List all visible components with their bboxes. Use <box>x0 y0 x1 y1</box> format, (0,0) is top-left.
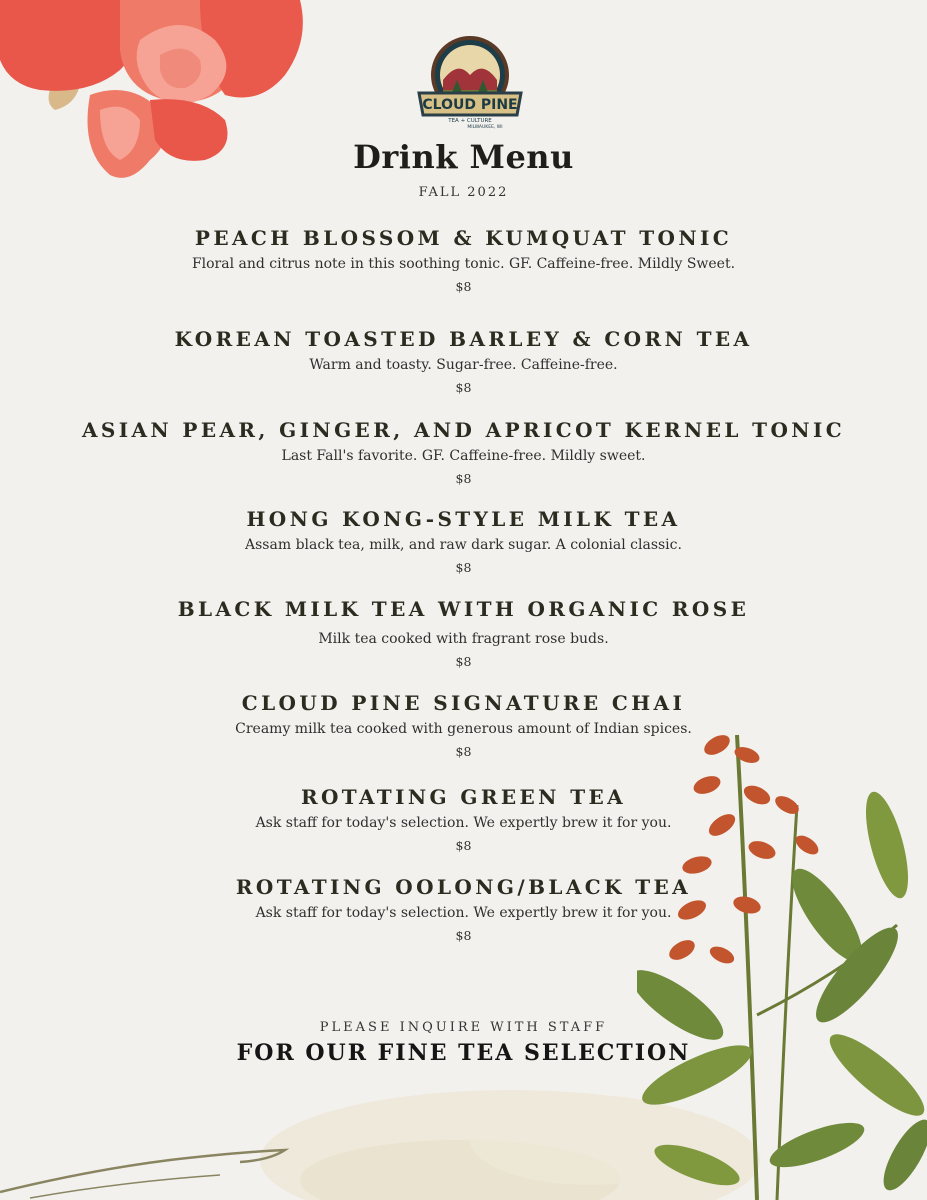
item-description: Milk tea cooked with fragrant rose buds. <box>318 631 609 647</box>
item-price: $8 <box>455 279 472 294</box>
item-name: CLOUD PINE SIGNATURE CHAI <box>241 691 686 715</box>
item-description: Floral and citrus note in this soothing tonic. GF. Caffeine-free. Mildly Sweet. <box>191 256 736 272</box>
menu-item <box>0 596 927 670</box>
item-price: $8 <box>455 838 472 853</box>
season-label: FALL 2022 <box>418 185 509 200</box>
item-description: Creamy milk tea cooked with generous amount of Indian spices. <box>235 721 692 737</box>
svg-text:MILWAUKEE, WI: MILWAUKEE, WI <box>467 125 503 130</box>
page-title: Drink Menu <box>353 138 574 176</box>
item-name: BLACK MILK TEA WITH ORGANIC ROSE <box>177 597 750 621</box>
item-price: $8 <box>455 380 472 395</box>
item-description: Assam black tea, milk, and raw dark sugar. A colonial classic. <box>245 537 682 553</box>
cloud-pine-logo <box>413 35 527 131</box>
item-name: KOREAN TOASTED BARLEY & CORN TEA <box>174 327 753 351</box>
item-price: $8 <box>455 560 472 575</box>
menu-item <box>0 225 927 295</box>
menu-item <box>0 874 927 944</box>
item-name: HONG KONG-STYLE MILK TEA <box>246 507 681 531</box>
footer-callout: FOR OUR FINE TEA SELECTION <box>236 1040 691 1066</box>
footer-note: PLEASE INQUIRE WITH STAFF <box>319 1020 608 1035</box>
menu-item <box>0 690 927 760</box>
menu-item <box>0 784 927 854</box>
item-description: Ask staff for today's selection. We expertly brew it for you. <box>255 815 672 831</box>
menu-item <box>0 506 927 576</box>
item-price: $8 <box>455 928 472 943</box>
item-description: Ask staff for today's selection. We expertly brew it for you. <box>255 905 672 921</box>
swirl-ornament <box>0 1130 300 1200</box>
item-price: $8 <box>455 744 472 759</box>
menu-item <box>0 417 927 487</box>
item-price: $8 <box>455 471 472 486</box>
svg-text:CLOUD PINE: CLOUD PINE <box>422 97 518 113</box>
svg-text:TEA + CULTURE: TEA + CULTURE <box>448 118 492 124</box>
item-name: ROTATING GREEN TEA <box>300 785 627 809</box>
item-description: Last Fall's favorite. GF. Caffeine-free. Mildly sweet. <box>281 448 646 464</box>
item-name: PEACH BLOSSOM & KUMQUAT TONIC <box>194 226 733 250</box>
item-price: $8 <box>455 654 472 669</box>
item-description: Warm and toasty. Sugar-free. Caffeine-free. <box>309 357 618 373</box>
item-name: ROTATING OOLONG/BLACK TEA <box>235 875 692 899</box>
item-name: ASIAN PEAR, GINGER, AND APRICOT KERNEL TONIC <box>81 418 846 442</box>
menu-item <box>0 326 927 396</box>
